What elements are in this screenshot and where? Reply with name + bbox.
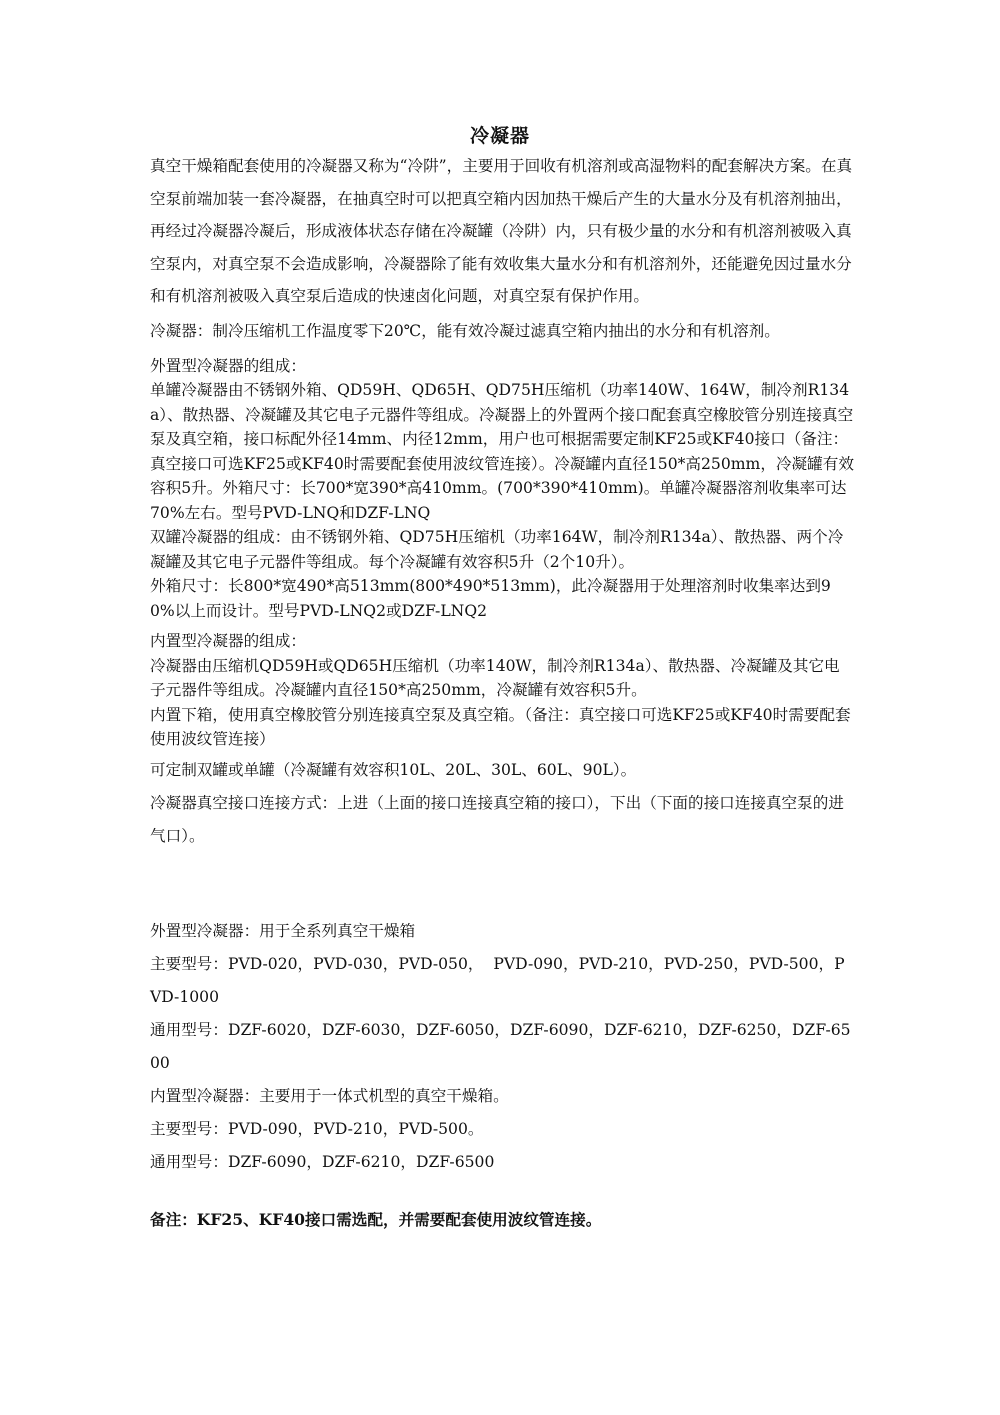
internal-common-models-line: 通用型号：DZF-6090，DZF-6210，DZF-6500 (150, 1152, 495, 1171)
document-body (150, 150, 855, 1236)
double-tank-paragraph: 双罐冷凝器的组成：由不锈钢外箱、QD75H压缩机（功率164W，制冷剂R134a）、散热器、两个冷凝罐及其它电子元器件等组成。每个冷凝罐有效容积5升（2个10升）。 (150, 528, 844, 571)
double-tank-size-paragraph: 外箱尺寸：长800*宽490*高513mm(800*490*513mm)，此冷凝器用于处理溶剂时收集率达到90%以上而设计。型号PVD-LNQ2或DZF-LNQ2 (150, 577, 831, 620)
external-common-models-line: 通用型号：DZF-6020，DZF-6030，DZF-6050，DZF-6090，DZF-6210，DZF-6250，DZF-6500 (150, 1020, 851, 1072)
external-heading: 外置型冷凝器的组成： (150, 356, 306, 375)
condenser-temp-paragraph: 冷凝器：制冷压缩机工作温度零下20℃，能有效冷凝过滤真空箱内抽出的水分和有机溶剂。 (150, 321, 780, 340)
customizable-paragraph: 可定制双罐或单罐（冷凝罐有效容积10L、20L、30L、60L、90L）。 (150, 760, 637, 779)
internal-usage-line: 内置型冷凝器：主要用于一体式机型的真空干燥箱。 (150, 1086, 509, 1105)
internal-heading: 内置型冷凝器的组成： (150, 632, 306, 651)
internal-desc-paragraph: 冷凝器由压缩机QD59H或QD65H压缩机（功率140W，制冷剂R134a）、散热器、冷凝罐及其它电子元器件等组成。冷凝罐内直径150*高250mm，冷凝罐有效容积5升。 (150, 656, 840, 700)
internal-main-models-line: 主要型号：PVD-090，PVD-210，PVD-500。 (150, 1119, 484, 1138)
connection-paragraph: 冷凝器真空接口连接方式：上进（上面的接口连接真空箱的接口），下出（下面的接口连接真空泵的进气口）。 (150, 793, 844, 845)
external-usage-line: 外置型冷凝器：用于全系列真空干燥箱 (150, 921, 416, 940)
page-title: 冷凝器 (469, 125, 530, 147)
internal-install-paragraph: 内置下箱，使用真空橡胶管分别连接真空泵及真空箱。（备注：真空接口可选KF25或KF40时需要配套使用波纹管连接） (150, 705, 851, 749)
note-line: 备注：KF25、KF40接口需选配，并需要配套使用波纹管连接。 (150, 1209, 602, 1229)
single-tank-paragraph: 单罐冷凝器由不锈钢外箱、QD59H、QD65H、QD75H压缩机（功率140W、164W，制冷剂R134a）、散热器、冷凝罐及其它电子元器件等组成。冷凝器上的外置两个接口配套真空橡胶管分别连接真空泵及真空箱，接口标配外径14mm、内径12mm，用户也可根据需要定制KF25或KF40接口（备注：真空接口可选KF25或KF40时需要配套使用波纹管连接）。冷凝罐内直径150*高250mm，冷凝罐有效容积5升。外箱尺寸：长700*宽390*高410mm。(700*390*410mm)。单罐冷凝器溶剂收集率可达70%左右。型号PVD-LNQ和DZF-LNQ (150, 381, 854, 522)
intro-paragraph: 真空干燥箱配套使用的冷凝器又称为“冷阱”，主要用于回收有机溶剂或高湿物料的配套解决方案。在真空泵前端加装一套冷凝器，在抽真空时可以把真空箱内因加热干燥后产生的大量水分及有机溶剂抽出，再经过冷凝器冷凝后，形成液体状态存储在冷凝罐（冷阱）内，只有极少量的水分和有机溶剂被吸入真空泵内，对真空泵不会造成影响，冷凝器除了能有效收集大量水分和有机溶剂外，还能避免因过量水分和有机溶剂被吸入真空泵后造成的快速卤化问题，对真空泵有保护作用。 (150, 157, 853, 306)
external-main-models-line: 主要型号：PVD-020，PVD-030，PVD-050， PVD-090，PVD-210，PVD-250，PVD-500，PVD-1000 (150, 954, 845, 1006)
